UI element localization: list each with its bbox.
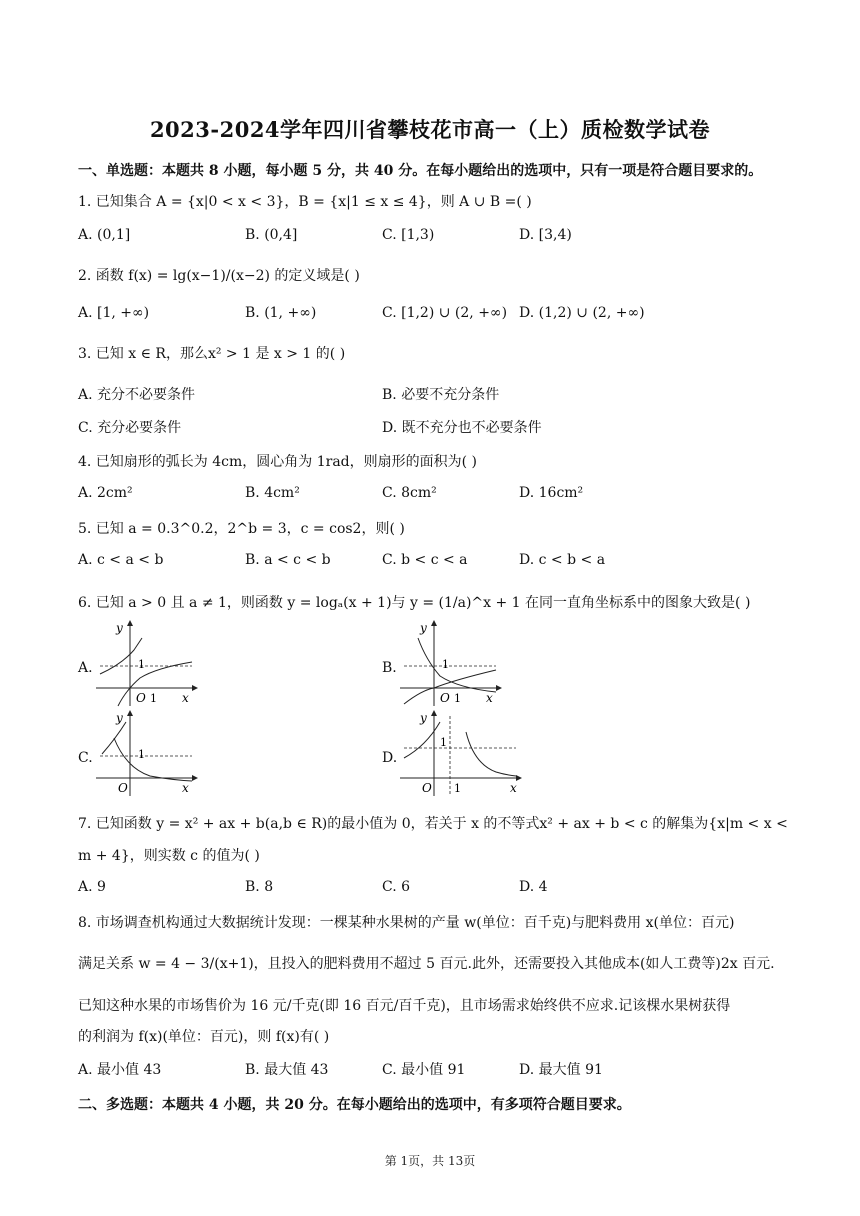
question-7-stem-line-2: m + 4}，则实数 c 的值为( ) (78, 848, 260, 864)
q3-option-b: B. 必要不充分条件 (382, 387, 500, 403)
origin-label: O (422, 781, 432, 795)
q7-option-d: D. 4 (519, 879, 548, 895)
axis-tick-1: 1 (150, 692, 157, 705)
axis-tick-1: 1 (454, 782, 461, 795)
axis-y-label: y (420, 711, 427, 725)
axis-tick-1: 1 (138, 658, 145, 671)
section-1-heading: 一、单选题：本题共 8 小题，每小题 5 分，共 40 分。在每小题给出的选项中，只有一项是符合题目要求的。 (78, 163, 763, 179)
axis-y-label: y (420, 621, 427, 635)
q2-option-a: A. [1, +∞) (78, 305, 150, 321)
question-3-stem: 3. 已知 x ∈ R，那么x² > 1 是 x > 1 的( ) (78, 346, 346, 362)
q5-option-c: C. b < c < a (382, 552, 468, 568)
axis-y-label: y (116, 621, 123, 635)
axis-tick-1: 1 (440, 736, 447, 749)
q6-option-d-label: D. (382, 750, 398, 766)
q8-option-a: A. 最小值 43 (78, 1062, 162, 1078)
question-6-stem: 6. 已知 a > 0 且 a ≠ 1，则函数 y = logₐ(x + 1)与 y = (1/a)^x + 1 在同一直角坐标系中的图象大致是( ) (78, 595, 751, 611)
q1-option-a: A. (0,1] (78, 227, 131, 243)
q7-option-a: A. 9 (78, 879, 106, 895)
q7-option-c: C. 6 (382, 879, 411, 895)
q3-option-c: C. 充分必要条件 (78, 420, 182, 436)
question-8-stem-line-3: 已知这种水果的市场售价为 16 元/千克(即 16 百元/百千克)，且市场需求始终供不应求.记该棵水果树获得 (78, 998, 731, 1014)
axis-tick-1: 1 (138, 748, 145, 761)
q4-option-b: B. 4cm² (245, 485, 300, 501)
q2-option-b: B. (1, +∞) (245, 305, 317, 321)
axis-tick-1: 1 (454, 692, 461, 705)
section-2-heading: 二、多选题：本题共 4 小题，共 20 分。在每小题给出的选项中，有多项符合题目要求。 (78, 1097, 631, 1113)
q6-graph-a (92, 618, 202, 708)
q4-option-a: A. 2cm² (78, 485, 133, 501)
q1-option-c: C. [1,3) (382, 227, 435, 243)
origin-label: O (118, 781, 128, 795)
page-footer: 第 1页，共 13页 (384, 1154, 476, 1168)
axis-x-label: x (486, 691, 493, 705)
q1-option-b: B. (0,4] (245, 227, 298, 243)
q6-option-c-label: C. (78, 750, 93, 766)
axis-tick-1: 1 (442, 658, 449, 671)
q5-option-b: B. a < c < b (245, 552, 331, 568)
q1-option-d: D. [3,4) (519, 227, 572, 243)
question-8-stem-line-2: 满足关系 w = 4 − 3/(x+1)，且投入的肥料费用不超过 5 百元.此外，还需要投入其他成本(如人工费等)2x 百元. (78, 956, 775, 972)
origin-label: O (136, 691, 146, 705)
q8-option-d: D. 最大值 91 (519, 1062, 603, 1078)
q7-option-b: B. 8 (245, 879, 274, 895)
page-title: 2023-2024学年四川省攀枝花市高一（上）质检数学试卷 (149, 117, 711, 142)
q6-option-b-label: B. (382, 660, 397, 676)
question-2-stem: 2. 函数 f(x) = lg(x−1)/(x−2) 的定义域是( ) (78, 268, 360, 284)
origin-label: O (440, 691, 450, 705)
q3-option-d: D. 既不充分也不必要条件 (382, 420, 542, 436)
question-5-stem: 5. 已知 a = 0.3^0.2，2^b = 3，c = cos2，则( ) (78, 521, 405, 537)
question-8-stem-line-4: 的利润为 f(x)(单位：百元)，则 f(x)有( ) (78, 1029, 330, 1045)
q4-option-c: C. 8cm² (382, 485, 437, 501)
q6-graph-d (396, 708, 526, 798)
q6-graph-b (396, 618, 506, 708)
q6-option-a-label: A. (78, 660, 93, 676)
q5-option-a: A. c < a < b (78, 552, 164, 568)
q4-option-d: D. 16cm² (519, 485, 584, 501)
question-7-stem-line-1: 7. 已知函数 y = x² + ax + b(a,b ∈ R)的最小值为 0，若关于 x 的不等式x² + ax + b < c 的解集为{x|m < x < (78, 816, 788, 832)
axis-x-label: x (182, 781, 189, 795)
axis-x-label: x (182, 691, 189, 705)
q5-option-d: D. c < b < a (519, 552, 606, 568)
q8-option-c: C. 最小值 91 (382, 1062, 466, 1078)
question-4-stem: 4. 已知扇形的弧长为 4cm，圆心角为 1rad，则扇形的面积为( ) (78, 454, 478, 470)
axis-x-label: x (510, 781, 517, 795)
q8-option-b: B. 最大值 43 (245, 1062, 329, 1078)
question-1-stem: 1. 已知集合 A = {x|0 < x < 3}，B = {x|1 ≤ x ≤ 4}，则 A ∪ B =( ) (78, 194, 532, 210)
q3-option-a: A. 充分不必要条件 (78, 387, 196, 403)
q6-graph-c (92, 708, 202, 798)
question-8-stem-line-1: 8. 市场调查机构通过大数据统计发现：一棵某种水果树的产量 w(单位：百千克)与肥料费用 x(单位：百元) (78, 915, 735, 931)
q2-option-c: C. [1,2) ∪ (2, +∞) (382, 305, 508, 321)
axis-y-label: y (116, 711, 123, 725)
q2-option-d: D. (1,2) ∪ (2, +∞) (519, 305, 645, 321)
